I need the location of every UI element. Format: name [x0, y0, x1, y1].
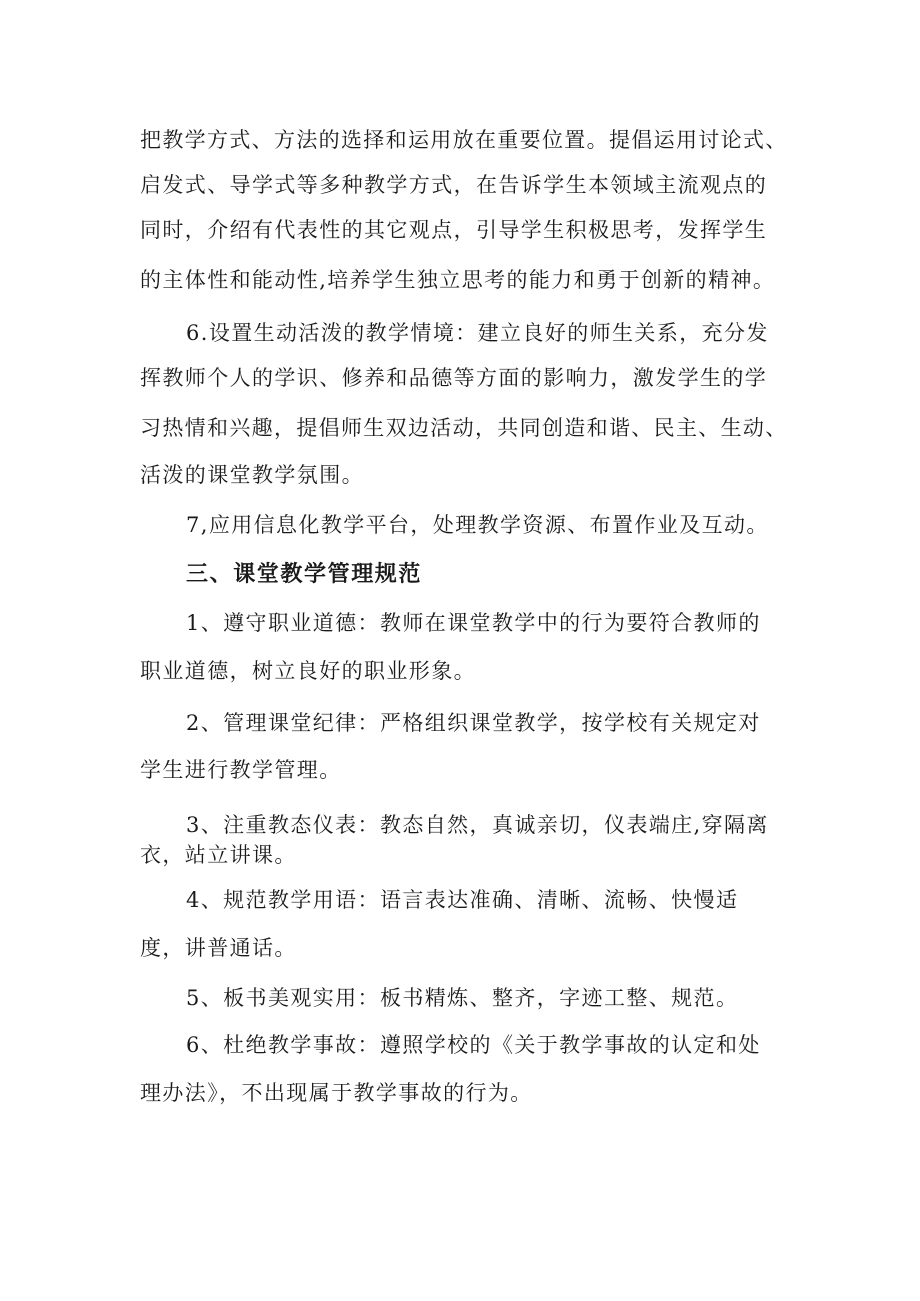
text-line: 习热情和兴趣，提倡师生双边活动，共同创造和谐、民主、生动、 — [140, 416, 788, 440]
text-line: 2、管理课堂纪律：严格组织课堂教学，按学校有关规定对 — [186, 711, 761, 735]
text-line: 把教学方式、方法的选择和运用放在重要位置。提倡运用讨论式、 — [140, 128, 788, 152]
text-line: 活泼的课堂教学氛围。 — [140, 463, 364, 487]
text-line: 同时，介绍有代表性的其它观点，引导学生积极思考，发挥学生 — [140, 218, 768, 242]
text-line: 衣，站立讲课。 — [140, 843, 297, 867]
text-line: 6、杜绝教学事故：遵照学校的《关于教学事故的认定和处 — [186, 1033, 761, 1057]
text-line: 理办法》，不出现属于教学事故的行为。 — [140, 1081, 533, 1105]
text-line: 7,应用信息化教学平台，处理教学资源、布置作业及互动。 — [186, 513, 769, 537]
text-line: 启发式、导学式等多种教学方式，在告诉学生本领域主流观点的 — [140, 173, 768, 197]
text-line: 4、规范教学用语：语言表达准确、清晰、流畅、快慢适 — [186, 888, 739, 912]
text-line: 挥教师个人的学识、修养和品德等方面的影响力，激发学生的学 — [140, 366, 768, 390]
text-line: 度，讲普通话。 — [140, 936, 297, 960]
text-line: 学生进行教学管理。 — [140, 758, 342, 782]
text-line: 3、注重教态仪表：教态自然，真诚亲切，仪表端庄,穿隔离 — [186, 813, 769, 837]
text-line: 的主体性和能动性,培养学生独立思考的能力和勇于创新的精神。 — [140, 268, 776, 292]
text-line: 职业道德，树立良好的职业形象。 — [140, 659, 476, 683]
text-line: 6.设置生动活泼的教学情境：建立良好的师生关系，充分发 — [186, 321, 769, 345]
section-heading: 三、课堂教学管理规范 — [186, 562, 423, 587]
text-line: 1、遵守职业道德：教师在课堂教学中的行为要符合教师的 — [186, 611, 761, 635]
text-line: 5、板书美观实用：板书精炼、整齐，字迹工整、规范。 — [186, 986, 739, 1010]
